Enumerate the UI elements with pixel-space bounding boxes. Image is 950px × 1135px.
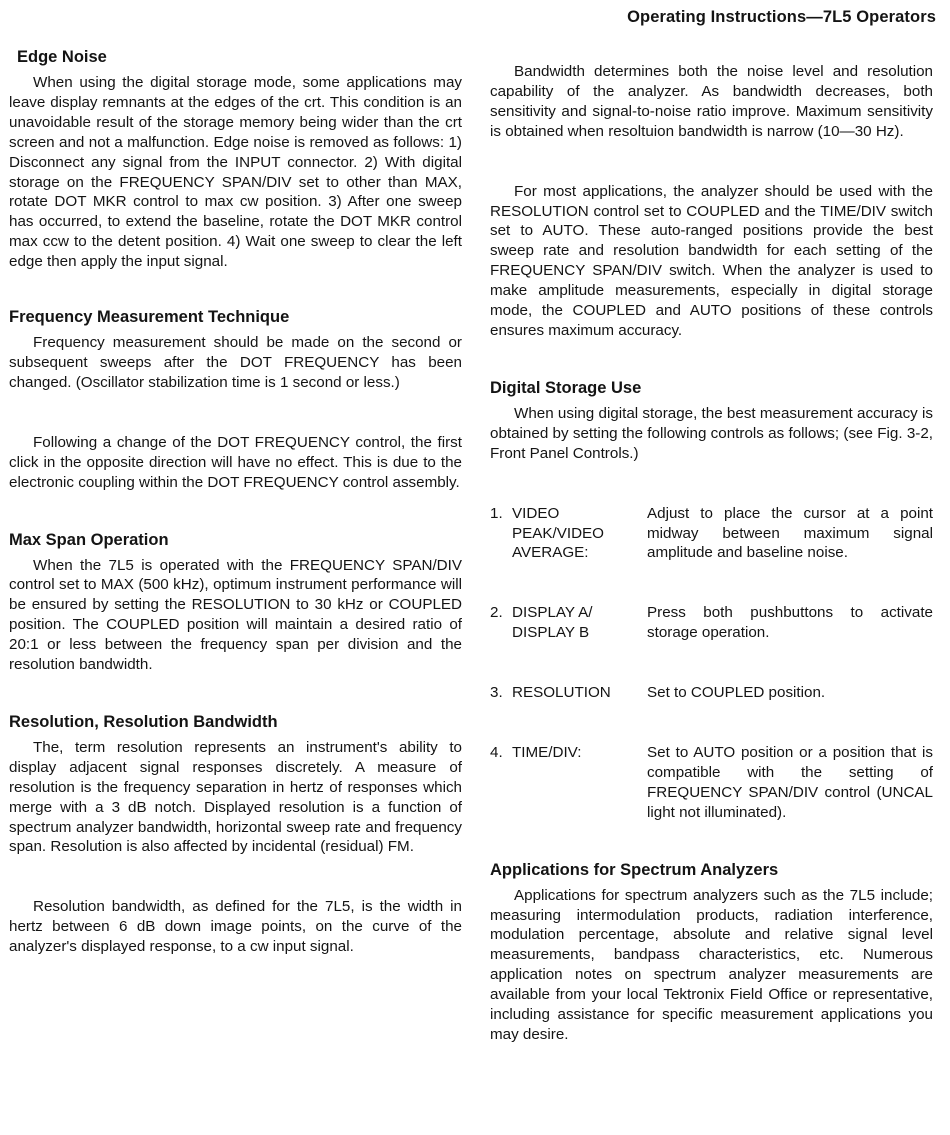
most-applications-paragraph: For most applications, the analyzer should be used with the RESOLUTION control set to COUPLED and the TIME/DIV switch set to AUTO. These auto-ranged positions provide the best sweep rate and resolution bandwidth for each setting of the FREQUENCY SPAN/DIV switch. When the analyzer is used to make amplitude measurements, especially in digital storage mode, the COUPLED and AUTO positions of these controls ensures maximum accuracy. [490, 182, 933, 339]
list-item-number: 3. [490, 684, 503, 702]
list-item-description: Set to AUTO position or a position that is compatible with the setting of FREQUENCY SPAN/DIV control (UNCAL light not illuminated). [647, 744, 933, 821]
list-item-label: DISPLAY A/ DISPLAY B [512, 604, 593, 642]
list-item-number: 4. [490, 744, 503, 762]
section-title-digital-storage: Digital Storage Use [490, 378, 642, 397]
list-item-description: Set to COUPLED position. [647, 684, 826, 702]
section-title-frequency-measurement: Frequency Measurement Technique [9, 308, 290, 327]
resolution-paragraph-2: Resolution bandwidth, as defined for the 7L5, is the width in hertz between 6 dB down image points, on the curve of the analyzer's displayed response, to a cw input signal. [9, 898, 462, 956]
max-span-paragraph: When the 7L5 is operated with the FREQUENCY SPAN/DIV control set to MAX (500 kHz), optimum instrument performance will be ensured by setting the RESOLUTION to 30 kHz or COUPLED position. The COUPLED position will maintain a desired ratio of 20:1 or less between the frequency span per division and the resolution bandwidth. [9, 556, 462, 674]
edge-noise-paragraph: When using the digital storage mode, some applications may leave display remnants at the edges of the crt. This condition is an unavoidable result of the storage memory being wider than the crt screen and not a malfunction. Edge noise is removed as follows: 1) Disconnect any signal from the INPUT connector. 2) With digital storage on the FREQUENCY SPAN/DIV set to other than MAX, rotate DOT MKR control to max cw position. 3) After one sweep has occurred, to extend the baseline, rotate the DOT MKR control max ccw to the detent position. 4) Wait one sweep to clear the left edge then apply the input signal. [9, 74, 462, 271]
resolution-paragraph-1: The, term resolution represents an instrument's ability to display adjacent signal responses discretely. A measure of resolution is the frequency separation in hertz of responses which merge with a 3 dB notch. Displayed resolution is a function of spectrum analyzer bandwidth, horizontal sweep rate and frequency span. Resolution is also affected by incidental (residual) FM. [9, 738, 462, 856]
section-title-max-span: Max Span Operation [9, 530, 169, 549]
list-item-label: RESOLUTION [512, 684, 611, 702]
list-item [490, 683, 933, 703]
list-item-number: 2. [490, 604, 503, 622]
list-item-label: VIDEO PEAK/VIDEO AVERAGE: [512, 504, 605, 562]
left-column [9, 48, 462, 957]
list-item-description: Adjust to place the cursor at a point midway between maximum signal amplitude and baseline noise. [647, 504, 933, 562]
list-item-number: 1. [490, 504, 503, 522]
list-item-description: Press both pushbuttons to activate storage operation. [647, 604, 933, 642]
section-title-applications: Applications for Spectrum Analyzers [490, 860, 779, 879]
list-item [490, 743, 933, 823]
list-item-label: TIME/DIV: [512, 744, 582, 762]
frequency-measurement-paragraph-1: Frequency measurement should be made on the second or subsequent sweeps after the DOT FREQUENCY has been changed. (Oscillator stabilization time is 1 second or less.) [9, 334, 462, 391]
section-title-edge-noise: Edge Noise [17, 48, 107, 66]
list-item [490, 504, 933, 564]
frequency-measurement-paragraph-2: Following a change of the DOT FREQUENCY control, the first click in the opposite direction will have no effect. This is due to the electronic coupling within the DOT FREQUENCY control assembly. [9, 433, 462, 491]
page-header: Operating Instructions—7L5 Operators [627, 8, 936, 26]
digital-storage-paragraph: When using digital storage, the best measurement accuracy is obtained by setting the following controls as follows; (see Fig. 3-2, Front Panel Controls.) [490, 404, 933, 462]
list-item [490, 603, 933, 643]
applications-paragraph: Applications for spectrum analyzers such as the 7L5 include; measuring intermodulation products, radiation interference, modulation percentage, absolute and relative signal level measurements, bandpass characteristics, etc. Numerous application notes on spectrum analyzer measurements are available from your local Tektronix Field Office or representative, including assistance for specific measurement applications you may desire. [490, 886, 933, 1043]
section-title-resolution: Resolution, Resolution Bandwidth [9, 712, 278, 731]
right-column [490, 62, 933, 1045]
bandwidth-paragraph: Bandwidth determines both the noise level and resolution capability of the analyzer. As bandwidth decreases, both sensitivity and signal-to-noise ratio improve. Maximum sensitivity is obtained when resoltuion bandwidth is narrow (10—30 Hz). [490, 63, 933, 140]
